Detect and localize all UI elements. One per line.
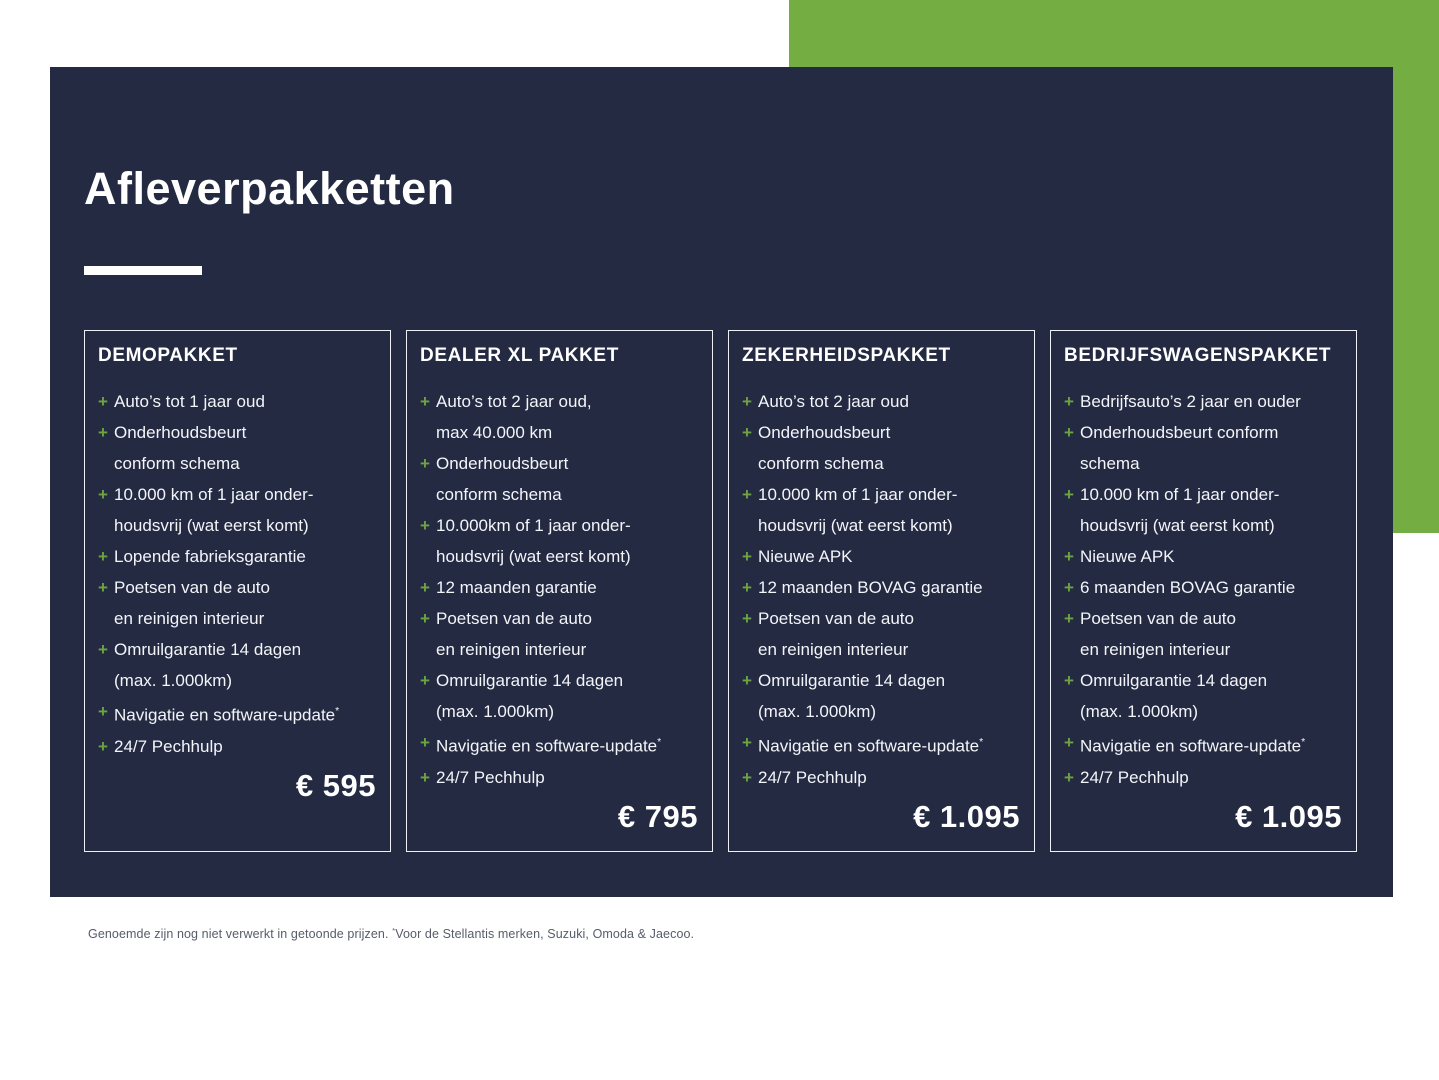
plus-icon: + (742, 547, 752, 566)
feature-text (436, 665, 698, 727)
feature-item (98, 479, 376, 541)
feature-text (758, 665, 1020, 727)
feature-line: (max. 1.000km) (436, 702, 555, 721)
feature-item (420, 762, 698, 793)
feature-line: Omruilgarantie 14 dagen (114, 640, 302, 659)
feature-item (98, 541, 376, 572)
feature-line: Bedrijfsauto’s 2 jaar en ouder (1080, 392, 1301, 411)
feature-line: Auto’s tot 2 jaar oud, (436, 392, 592, 411)
feature-line: 6 maanden BOVAG garantie (1080, 578, 1296, 597)
plus-icon: + (1064, 733, 1074, 752)
feature-list (1064, 386, 1342, 793)
feature-line: Navigatie en software-update* (758, 736, 984, 756)
feature-text (114, 572, 376, 634)
feature-text (114, 386, 376, 417)
feature-item (420, 510, 698, 572)
feature-line: conform schema (114, 454, 240, 473)
feature-text (758, 541, 1020, 572)
feature-text (114, 541, 376, 572)
feature-text (758, 603, 1020, 665)
feature-line: Navigatie en software-update* (436, 736, 662, 756)
feature-text (1080, 386, 1342, 417)
feature-item (742, 762, 1020, 793)
feature-item (742, 386, 1020, 417)
package-price: € 595 (295, 767, 376, 803)
plus-icon: + (742, 392, 752, 411)
feature-item (742, 727, 1020, 762)
feature-line: Poetsen van de auto (758, 609, 914, 628)
footnote: Genoemde zijn nog niet verwerkt in getoonde prijzen. *Voor de Stellantis merken, Suzuki, Omoda & Jaecoo. (88, 926, 695, 942)
feature-line: max 40.000 km (436, 423, 553, 442)
feature-text (1080, 417, 1342, 479)
feature-text (1080, 572, 1342, 603)
plus-icon: + (1064, 485, 1074, 504)
feature-text (758, 762, 1020, 793)
feature-line: 12 maanden garantie (436, 578, 597, 597)
plus-icon: + (1064, 578, 1074, 597)
package-price: € 795 (617, 798, 698, 834)
feature-line: houdsvrij (wat eerst komt) (758, 516, 953, 535)
feature-item (742, 572, 1020, 603)
feature-line: Auto’s tot 2 jaar oud (758, 392, 909, 411)
feature-line: houdsvrij (wat eerst komt) (436, 547, 631, 566)
feature-line: Poetsen van de auto (436, 609, 592, 628)
feature-text (1080, 603, 1342, 665)
feature-line: 10.000 km of 1 jaar onder- (114, 485, 314, 504)
plus-icon: + (1064, 671, 1074, 690)
feature-line: en reinigen interieur (758, 640, 909, 659)
feature-line: 24/7 Pechhulp (436, 767, 545, 787)
package-title: DEMOPAKKET (98, 345, 238, 366)
package-title: ZEKERHEIDSPAKKET (742, 345, 951, 366)
plus-icon: + (98, 640, 108, 659)
plus-icon: + (1064, 392, 1074, 411)
feature-text (436, 386, 698, 448)
feature-line: (max. 1.000km) (114, 671, 233, 690)
feature-line: (max. 1.000km) (1080, 702, 1199, 721)
page-title: Afleverpakketten (84, 163, 455, 214)
feature-item (1064, 541, 1342, 572)
feature-line: Nieuwe APK (758, 547, 853, 566)
plus-icon: + (742, 485, 752, 504)
feature-text (758, 386, 1020, 417)
feature-line: houdsvrij (wat eerst komt) (114, 516, 309, 535)
feature-item (98, 417, 376, 479)
feature-item (420, 603, 698, 665)
feature-line: 24/7 Pechhulp (758, 767, 867, 787)
feature-text (114, 731, 376, 762)
feature-line: Auto’s tot 1 jaar oud (114, 392, 265, 411)
plus-icon: + (1064, 609, 1074, 628)
feature-item (420, 386, 698, 448)
feature-item (98, 696, 376, 731)
feature-line: 24/7 Pechhulp (114, 736, 223, 756)
feature-text (1080, 665, 1342, 727)
feature-item (98, 386, 376, 417)
feature-line: en reinigen interieur (436, 640, 587, 659)
feature-line: 10.000 km of 1 jaar onder- (758, 485, 958, 504)
plus-icon: + (98, 547, 108, 566)
feature-text (758, 572, 1020, 603)
packages-panel (50, 67, 1393, 897)
feature-line: Navigatie en software-update* (1080, 736, 1306, 756)
plus-icon: + (420, 578, 430, 597)
plus-icon: + (98, 423, 108, 442)
plus-icon: + (742, 733, 752, 752)
feature-line: Poetsen van de auto (1080, 609, 1236, 628)
feature-line: Onderhoudsbeurt (436, 454, 569, 473)
feature-item (98, 731, 376, 762)
package-card (406, 330, 713, 852)
feature-list (742, 386, 1020, 793)
asterisk-marker: * (392, 926, 396, 935)
feature-item (1064, 479, 1342, 541)
package-cards-row (84, 330, 1357, 852)
feature-item (1064, 603, 1342, 665)
plus-icon: + (420, 516, 430, 535)
feature-item (420, 665, 698, 727)
plus-icon: + (1064, 547, 1074, 566)
plus-icon: + (742, 767, 752, 787)
asterisk-marker: * (1301, 736, 1306, 748)
feature-line: Navigatie en software-update* (114, 705, 340, 725)
feature-text (436, 572, 698, 603)
feature-text (436, 603, 698, 665)
feature-item (1064, 762, 1342, 793)
plus-icon: + (98, 736, 108, 756)
feature-line: houdsvrij (wat eerst komt) (1080, 516, 1275, 535)
title-underline (84, 266, 202, 275)
feature-item (420, 727, 698, 762)
feature-line: Nieuwe APK (1080, 547, 1175, 566)
feature-line: 12 maanden BOVAG garantie (758, 578, 983, 597)
feature-text (436, 762, 698, 793)
feature-list (98, 386, 376, 762)
feature-line: 24/7 Pechhulp (1080, 767, 1189, 787)
plus-icon: + (98, 578, 108, 597)
package-price: € 1.095 (913, 798, 1020, 834)
plus-icon: + (420, 671, 430, 690)
feature-text (758, 417, 1020, 479)
feature-list (420, 386, 698, 793)
feature-line: conform schema (436, 485, 562, 504)
feature-text (114, 417, 376, 479)
feature-item (1064, 386, 1342, 417)
feature-text (1080, 762, 1342, 793)
plus-icon: + (420, 392, 430, 411)
plus-icon: + (420, 454, 430, 473)
package-price: € 1.095 (1235, 798, 1342, 834)
plus-icon: + (420, 733, 430, 752)
feature-item (742, 665, 1020, 727)
feature-line: Omruilgarantie 14 dagen (758, 671, 946, 690)
feature-line: Onderhoudsbeurt (114, 423, 247, 442)
feature-line: conform schema (758, 454, 884, 473)
plus-icon: + (98, 485, 108, 504)
feature-line: schema (1080, 454, 1140, 473)
feature-line: en reinigen interieur (114, 609, 265, 628)
asterisk-marker: * (657, 736, 662, 748)
feature-text (436, 448, 698, 510)
plus-icon: + (742, 609, 752, 628)
feature-item (742, 417, 1020, 479)
plus-icon: + (1064, 423, 1074, 442)
feature-line: Lopende fabrieksgarantie (114, 547, 306, 566)
feature-line: Onderhoudsbeurt (758, 423, 891, 442)
plus-icon: + (98, 392, 108, 411)
feature-text (436, 727, 698, 762)
feature-line: Omruilgarantie 14 dagen (436, 671, 624, 690)
asterisk-marker: * (335, 705, 340, 717)
feature-item (742, 479, 1020, 541)
feature-text (758, 479, 1020, 541)
plus-icon: + (742, 423, 752, 442)
feature-text (758, 727, 1020, 762)
feature-item (420, 448, 698, 510)
feature-line: 10.000km of 1 jaar onder- (436, 516, 631, 535)
plus-icon: + (420, 767, 430, 787)
feature-line: Onderhoudsbeurt conform (1080, 423, 1279, 442)
asterisk-marker: * (979, 736, 984, 748)
feature-item (98, 634, 376, 696)
feature-text (1080, 541, 1342, 572)
feature-text (114, 479, 376, 541)
package-title: BEDRIJFSWAGENSPAKKET (1064, 345, 1332, 366)
feature-item (1064, 665, 1342, 727)
feature-item (1064, 727, 1342, 762)
feature-text (114, 634, 376, 696)
package-card (1050, 330, 1357, 852)
plus-icon: + (1064, 767, 1074, 787)
package-card (728, 330, 1035, 852)
plus-icon: + (742, 578, 752, 597)
plus-icon: + (742, 671, 752, 690)
feature-item (742, 541, 1020, 572)
feature-text (436, 510, 698, 572)
feature-item (742, 603, 1020, 665)
plus-icon: + (420, 609, 430, 628)
feature-item (98, 572, 376, 634)
feature-text (1080, 479, 1342, 541)
plus-icon: + (98, 702, 108, 721)
feature-line: 10.000 km of 1 jaar onder- (1080, 485, 1280, 504)
feature-item (420, 572, 698, 603)
feature-line: Omruilgarantie 14 dagen (1080, 671, 1268, 690)
package-title: DEALER XL PAKKET (420, 345, 619, 366)
package-card (84, 330, 391, 852)
feature-item (1064, 572, 1342, 603)
feature-text (114, 696, 376, 731)
feature-line: (max. 1.000km) (758, 702, 877, 721)
feature-line: Poetsen van de auto (114, 578, 270, 597)
feature-item (1064, 417, 1342, 479)
feature-text (1080, 727, 1342, 762)
feature-line: en reinigen interieur (1080, 640, 1231, 659)
